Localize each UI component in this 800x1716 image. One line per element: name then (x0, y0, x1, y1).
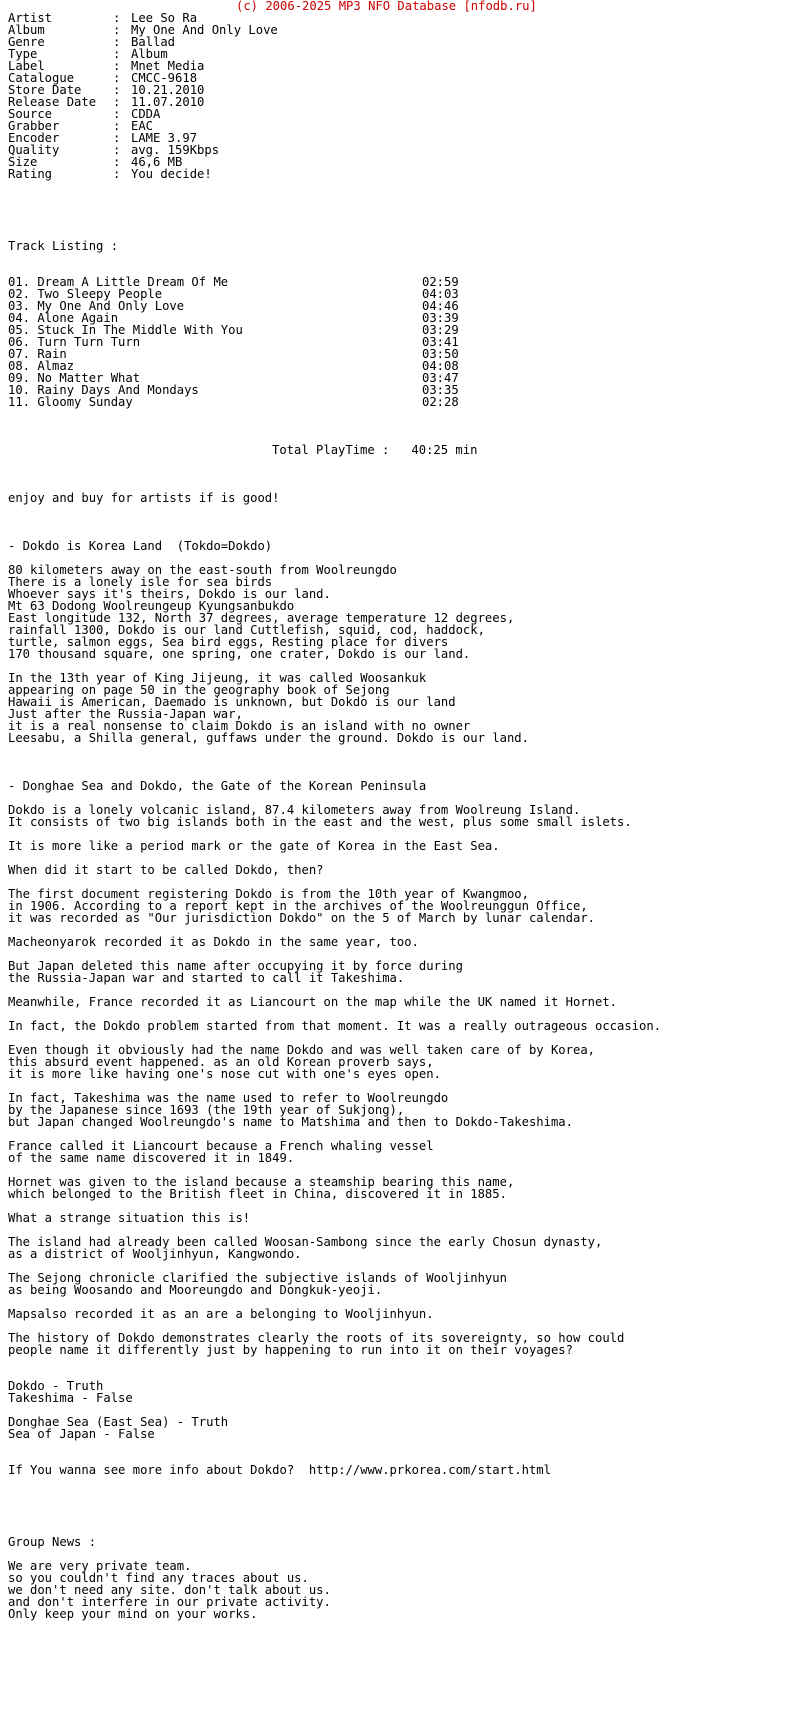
field-label: Store Date (8, 83, 82, 97)
text-line: Hornet was given to the island because a steamship bearing this name, (8, 1175, 515, 1189)
text-line: by the Japanese since 1693 (the 19th year of Sukjong), (8, 1103, 405, 1117)
text-line: Dokdo - Truth (8, 1379, 104, 1393)
field-label: Label (8, 59, 45, 73)
text-line: rainfall 1300, Dokdo is our land Cuttlefish, squid, cod, haddock, (8, 623, 485, 637)
text-line: turtle, salmon eggs, Sea bird eggs, Resting place for divers (8, 635, 449, 649)
field-colon: : (113, 11, 128, 25)
paragraph (8, 996, 800, 1008)
text-line: the Russia-Japan war and started to call it Takeshima. (8, 971, 405, 985)
field-value: 46,6 MB (131, 155, 183, 169)
field-colon: : (113, 155, 128, 169)
text-line: When did it start to be called Dokdo, then? (8, 863, 324, 877)
dokdo-paragraph (8, 564, 800, 660)
text-line: Mapsalso recorded it as an are a belonging to Wooljinhyun. (8, 1307, 434, 1321)
paragraph (8, 1092, 800, 1128)
track-title: 03. My One And Only Love (8, 299, 185, 313)
paragraph (8, 1020, 800, 1032)
text-line: Only keep your mind on your works. (8, 1607, 258, 1621)
field-label: Quality (8, 143, 60, 157)
track-duration: 04:46 (422, 299, 459, 313)
text-line: Takeshima - False (8, 1391, 133, 1405)
total-playtime: Total PlayTime : 40:25 min (272, 443, 478, 457)
text-line: as a district of Wooljinhyun, Kangwondo. (8, 1247, 302, 1261)
text-line: as being Woosando and Mooreungdo and Dongkuk-yeoji. (8, 1283, 383, 1297)
text-line: The island had already been called Woosan-Sambong since the early Chosun dynasty, (8, 1235, 603, 1249)
track-row (8, 396, 800, 408)
text-line: of the same name discovered it in 1849. (8, 1151, 295, 1165)
text-line: There is a lonely isle for sea birds (8, 575, 273, 589)
text-line: The first document registering Dokdo is from the 10th year of Kwangmoo, (8, 887, 529, 901)
track-duration: 03:47 (422, 371, 459, 385)
field-colon: : (113, 107, 128, 121)
field-label: Encoder (8, 131, 60, 145)
text-line: 80 kilometers away on the east-south from Woolreungdo (8, 563, 397, 577)
track-title: 07. Rain (8, 347, 67, 361)
field-value: Lee So Ra (131, 11, 198, 25)
paragraph (8, 804, 800, 828)
more-info-link[interactable]: http://www.prkorea.com/start.html (308, 1463, 551, 1477)
text-line: it is a real nonsense to claim Dokdo is an island with no owner (8, 719, 471, 733)
paragraph (8, 960, 800, 984)
field-colon: : (113, 23, 128, 37)
text-line: Hawaii is American, Daemado is unknown, but Dokdo is our land (8, 695, 456, 709)
field-label: Size (8, 155, 38, 169)
text-line: but Japan changed Woolreungdo's name to Matshima and then to Dokdo-Takeshima. (8, 1115, 573, 1129)
field-colon: : (113, 35, 128, 49)
text-line: we don't need any site. don't talk about us. (8, 1583, 331, 1597)
text-line: 170 thousand square, one spring, one crater, Dokdo is our land. (8, 647, 471, 661)
field-colon: : (113, 119, 128, 133)
text-line: It consists of two big islands both in the east and the west, plus some small islets. (8, 815, 632, 829)
track-duration: 02:28 (422, 395, 459, 409)
text-line: It is more like a period mark or the gate of Korea in the East Sea. (8, 839, 500, 853)
paragraph (8, 1044, 800, 1080)
more-info-line (8, 1464, 800, 1476)
text-line: which belonged to the British fleet in China, discovered it in 1885. (8, 1187, 507, 1201)
paragraph (8, 1176, 800, 1200)
truth-block (8, 1380, 800, 1404)
field-label: Source (8, 107, 53, 121)
paragraph (8, 936, 800, 948)
paragraph (8, 1272, 800, 1296)
track-duration: 03:41 (422, 335, 459, 349)
field-label: Artist (8, 11, 53, 25)
text-line: The Sejong chronicle clarified the subjective islands of Wooljinhyun (8, 1271, 507, 1285)
track-duration: 03:39 (422, 311, 459, 325)
field-value: Ballad (131, 35, 176, 49)
text-line: France called it Liancourt because a French whaling vessel (8, 1139, 434, 1153)
text-line: In the 13th year of King Jijeung, it was called Woosankuk (8, 671, 427, 685)
track-duration: 03:29 (422, 323, 459, 337)
text-line: The history of Dokdo demonstrates clearly the roots of its sovereignty, so how could (8, 1331, 625, 1345)
paragraph (8, 1140, 800, 1164)
field-label: Grabber (8, 119, 60, 133)
track-duration: 04:08 (422, 359, 459, 373)
release-info (8, 12, 800, 180)
track-row (8, 348, 800, 360)
text-line: people name it differently just by happening to run into it on their voyages? (8, 1343, 573, 1357)
paragraph (8, 1332, 800, 1356)
text-line: it was recorded as "Our jurisdiction Dokdo" on the 5 of March by lunar calendar. (8, 911, 595, 925)
field-colon: : (113, 83, 128, 97)
track-title: 09. No Matter What (8, 371, 141, 385)
field-colon: : (113, 47, 128, 61)
dokdo-paragraph (8, 672, 800, 744)
paragraph (8, 840, 800, 852)
field-value: CMCC-9618 (131, 71, 198, 85)
text-line: Even though it obviously had the name Dokdo and was well taken care of by Korea, (8, 1043, 595, 1057)
text-line: Meanwhile, France recorded it as Liancourt on the map while the UK named it Hornet. (8, 995, 618, 1009)
field-colon: : (113, 95, 128, 109)
field-label: Release Date (8, 95, 97, 109)
track-duration: 02:59 (422, 275, 459, 289)
track-duration: 03:35 (422, 383, 459, 397)
info-field (8, 168, 800, 180)
field-value: 11.07.2010 (131, 95, 205, 109)
group-news-heading: Group News : (8, 1535, 97, 1549)
field-colon: : (113, 131, 128, 145)
paragraph (8, 1236, 800, 1260)
field-label: Catalogue (8, 71, 75, 85)
text-line: Just after the Russia-Japan war, (8, 707, 243, 721)
track-row (8, 336, 800, 348)
text-line: Leesabu, a Shilla general, guffaws under the ground. Dokdo is our land. (8, 731, 529, 745)
more-info-text: If You wanna see more info about Dokdo? (8, 1463, 309, 1477)
text-line: and don't interfere in our private activity. (8, 1595, 331, 1609)
field-label: Type (8, 47, 38, 61)
text-line: Sea of Japan - False (8, 1427, 155, 1441)
text-line: What a strange situation this is! (8, 1211, 251, 1225)
group-news (8, 1560, 800, 1620)
text-line: We are very private team. (8, 1559, 192, 1573)
track-title: 08. Almaz (8, 359, 75, 373)
paragraph (8, 864, 800, 876)
field-value: My One And Only Love (131, 23, 278, 37)
text-line: it is more like having one's nose cut with one's eyes open. (8, 1067, 441, 1081)
track-title: 10. Rainy Days And Mondays (8, 383, 199, 397)
paragraph (8, 1308, 800, 1320)
track-title: 11. Gloomy Sunday (8, 395, 133, 409)
donghae-heading: - Donghae Sea and Dokdo, the Gate of the Korean Peninsula (8, 779, 427, 793)
text-line: In fact, Takeshima was the name used to refer to Woolreungdo (8, 1091, 449, 1105)
field-value: Mnet Media (131, 59, 205, 73)
field-value: 10.21.2010 (131, 83, 205, 97)
field-value: CDDA (131, 107, 161, 121)
field-label: Album (8, 23, 45, 37)
text-line: But Japan deleted this name after occupying it by force during (8, 959, 463, 973)
field-value: EAC (131, 119, 154, 133)
text-line: in 1906. According to a report kept in the archives of the Woolreunggun Office, (8, 899, 588, 913)
dokdo-heading: - Dokdo is Korea Land (Tokdo=Dokdo) (8, 539, 273, 553)
field-colon: : (113, 167, 128, 181)
track-duration: 03:50 (422, 347, 459, 361)
text-line: Dokdo is a lonely volcanic island, 87.4 kilometers away from Woolreung Island. (8, 803, 581, 817)
field-colon: : (113, 143, 128, 157)
text-line: Mt 63 Dodong Woolreungeup Kyungsanbukdo (8, 599, 295, 613)
text-line: Macheonyarok recorded it as Dokdo in the same year, too. (8, 935, 419, 949)
field-value: avg. 159Kbps (131, 143, 220, 157)
text-line: this absurd event happened. as an old Korean proverb says, (8, 1055, 434, 1069)
track-title: 02. Two Sleepy People (8, 287, 163, 301)
field-colon: : (113, 59, 128, 73)
text-line: Whoever says it's theirs, Dokdo is our land. (8, 587, 331, 601)
track-title: 06. Turn Turn Turn (8, 335, 141, 349)
donghae-section (8, 804, 800, 1356)
field-label: Rating (8, 167, 53, 181)
track-duration: 04:03 (422, 287, 459, 301)
paragraph (8, 1212, 800, 1224)
track-title: 01. Dream A Little Dream Of Me (8, 275, 229, 289)
track-row (8, 300, 800, 312)
track-title: 05. Stuck In The Middle With You (8, 323, 243, 337)
enjoy-note: enjoy and buy for artists if is good! (8, 491, 280, 505)
text-line: so you couldn't find any traces about us. (8, 1571, 309, 1585)
text-line: Donghae Sea (East Sea) - Truth (8, 1415, 229, 1429)
field-label: Genre (8, 35, 45, 49)
track-list (8, 276, 800, 408)
truth-block (8, 1416, 800, 1440)
text-line: East longitude 132, North 37 degrees, average temperature 12 degrees, (8, 611, 515, 625)
track-listing-heading: Track Listing : (8, 239, 119, 253)
text-line: In fact, the Dokdo problem started from that moment. It was a really outrageous occasion. (8, 1019, 662, 1033)
track-title: 04. Alone Again (8, 311, 119, 325)
field-colon: : (113, 71, 128, 85)
field-value: Album (131, 47, 168, 61)
paragraph (8, 888, 800, 924)
field-value: You decide! (131, 167, 212, 181)
field-value: LAME 3.97 (131, 131, 198, 145)
text-line: appearing on page 50 in the geography book of Sejong (8, 683, 390, 697)
copyright-header: (c) 2006-2025 MP3 NFO Database [nfodb.ru] (236, 0, 537, 13)
